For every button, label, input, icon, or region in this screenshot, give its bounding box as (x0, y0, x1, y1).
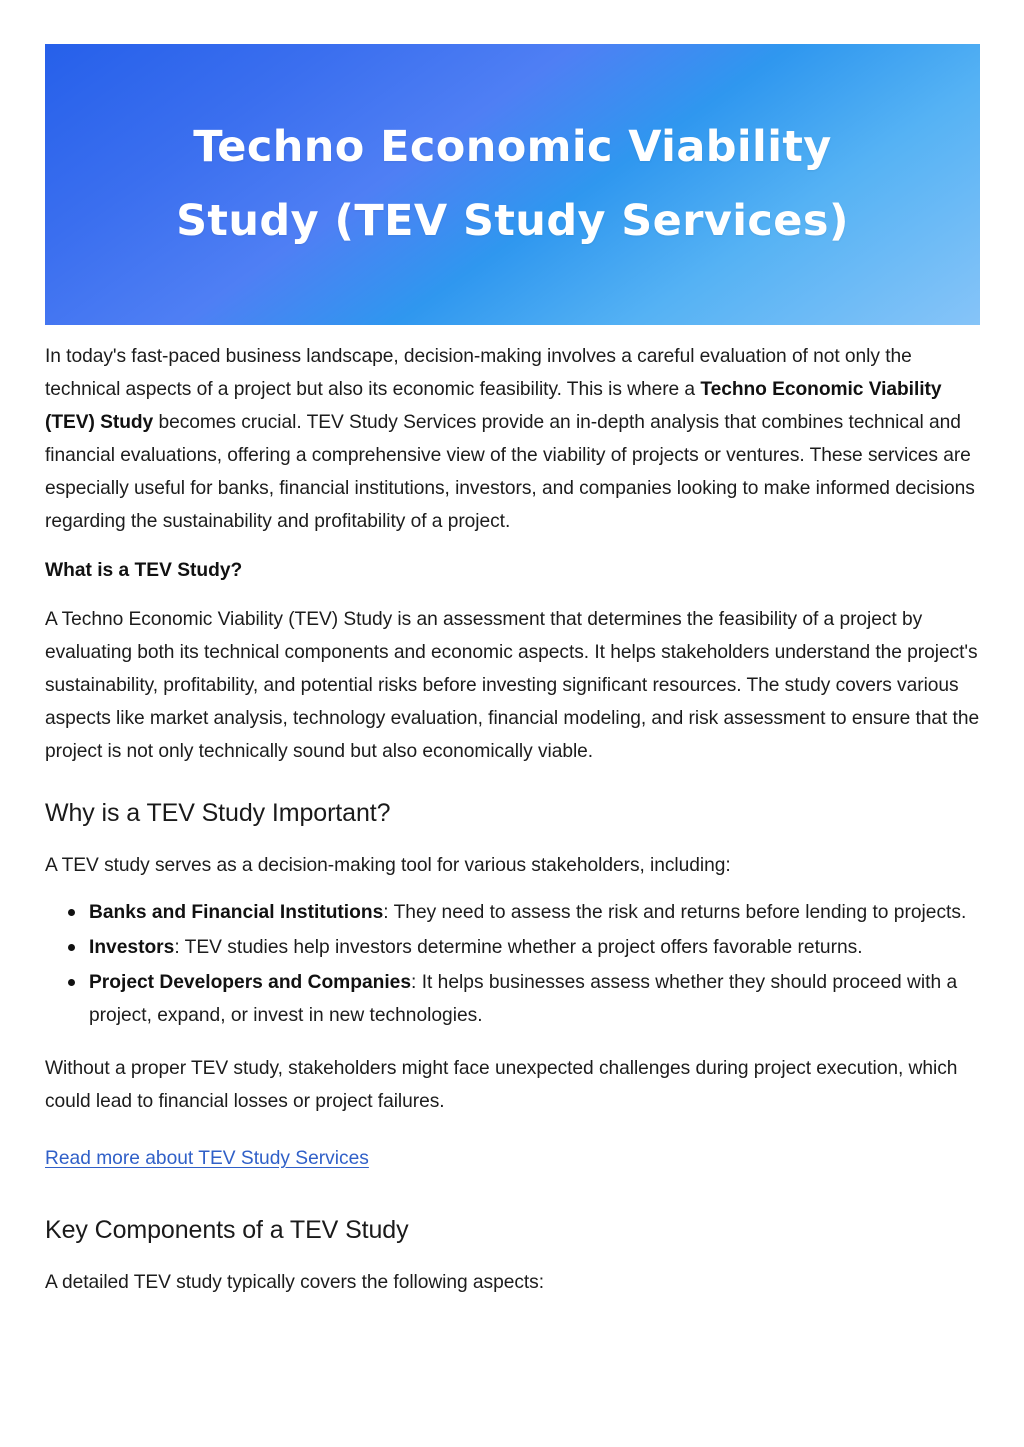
stakeholders-list (45, 896, 980, 1032)
what-is-tev-heading: What is a TEV Study? (45, 560, 243, 582)
intro-text-part2: becomes crucial. TEV Study Services provide an in-depth analysis that combines technical and financial evaluations, offering a comprehensive view of the viability of projects or ventures. These services are especially useful for banks, financial institutions, investors, and companies looking to make informed decisions regarding the sustainability and profitability of a project. (45, 412, 975, 533)
list-item-text: : TEV studies help investors determine whether a project offers favorable returns. (174, 936, 863, 958)
list-item (45, 966, 980, 1032)
hero-banner (45, 44, 980, 325)
intro-paragraph (45, 340, 980, 538)
key-components-heading: Key Components of a TEV Study (45, 1216, 409, 1245)
why-important-heading: Why is a TEV Study Important? (45, 798, 391, 827)
what-is-tev-paragraph: A Techno Economic Viability (TEV) Study is an assessment that determines the feasibility of a project by evaluating both its technical components and economic aspects. It helps stakeholders understand the project's sustainability, profitability, and potential risks before investing significant resources. The study covers various aspects like market analysis, technology evaluation, financial modeling, and risk assessment to ensure that the project is not only technically sound but also economically viable. (45, 608, 980, 762)
list-item-label: Investors (89, 936, 175, 958)
list-item-text: : It helps businesses assess whether they should proceed with a project, expand, or invest in new technologies. (89, 971, 958, 1026)
why-important-intro: A TEV study serves as a decision-making tool for various stakeholders, including: (45, 854, 731, 876)
list-item-label: Project Developers and Companies (89, 971, 412, 993)
list-item-label: Banks and Financial Institutions (89, 901, 384, 923)
intro-bold-term: Techno Economic Viability (TEV) Study (45, 379, 942, 434)
key-components-intro: A detailed TEV study typically covers the following aspects: (45, 1272, 544, 1294)
article-body (45, 340, 980, 1313)
list-item (45, 931, 980, 964)
read-more-link[interactable]: Read more about TEV Study Services (45, 1148, 369, 1169)
closing-paragraph: Without a proper TEV study, stakeholders might face unexpected challenges during project execution, which could lead to financial losses or project failures. (45, 1057, 958, 1112)
page-title: Techno Economic Viability Study (TEV Study Services) (176, 121, 849, 246)
intro-text-part1: In today's fast-paced business landscape, decision-making involves a careful evaluation of not only the technical aspects of a project but also its economic feasibility. This is where a (45, 346, 912, 401)
list-item-text: : They need to assess the risk and returns before lending to projects. (383, 901, 967, 923)
list-item (45, 896, 980, 929)
